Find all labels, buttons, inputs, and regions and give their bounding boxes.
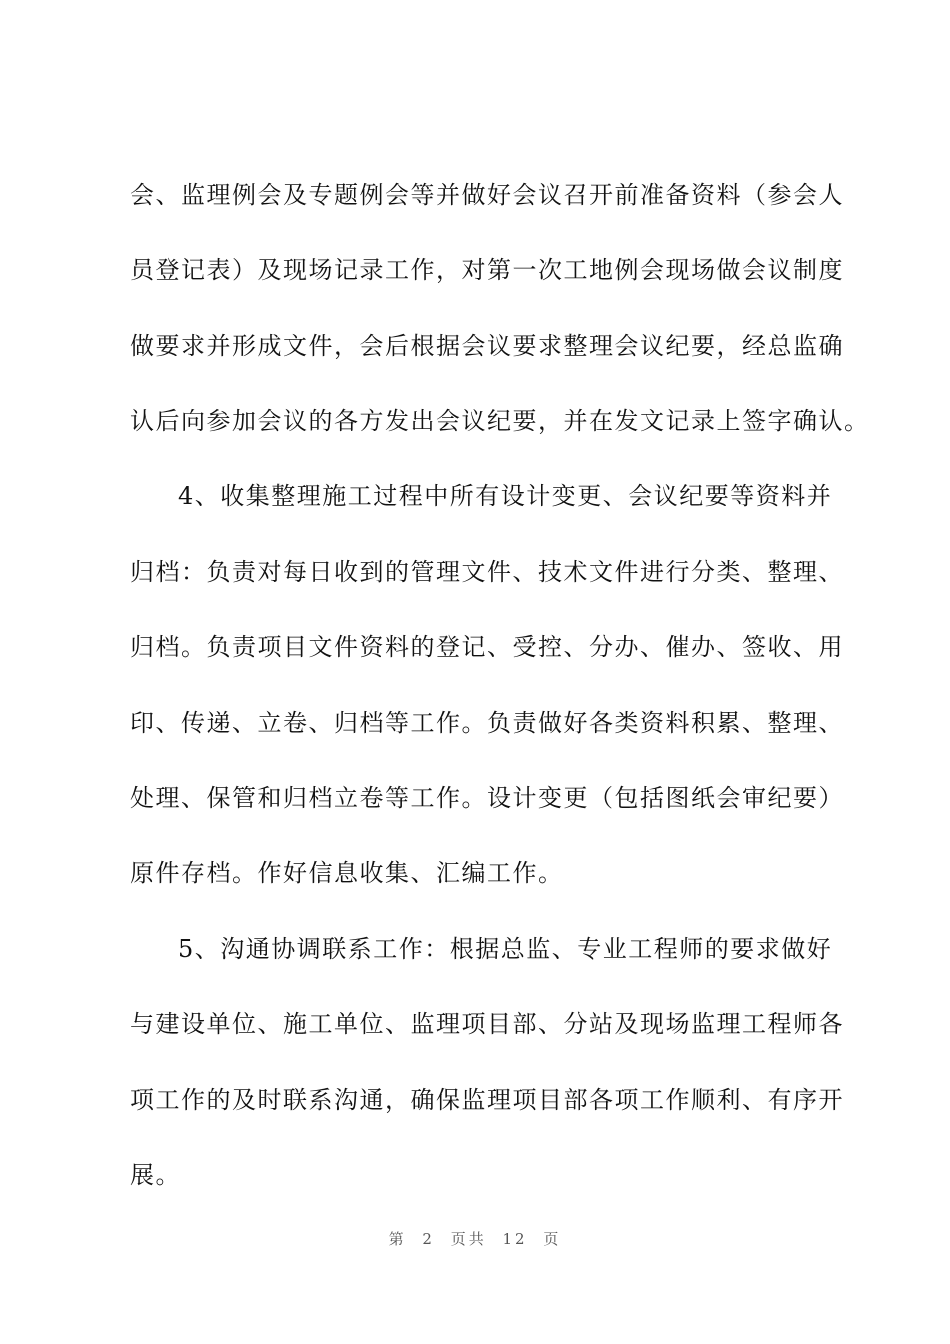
text-line: 印、传递、立卷、归档等工作。负责做好各类资料积累、整理、: [130, 709, 844, 737]
text-line: 归档。负责项目文件资料的登记、受控、分办、催办、签收、用: [130, 633, 844, 661]
text-line: 项工作的及时联系沟通，确保监理项目部各项工作顺利、有序开: [130, 1086, 844, 1114]
paragraph-5-first-line: 5、沟通协调联系工作：根据总监、专业工程师的要求做好: [178, 935, 833, 963]
page-number-footer: 第 2 页共 12 页: [388, 1230, 562, 1248]
text-line: 做要求并形成文件，会后根据会议要求整理会议纪要，经总监确: [130, 332, 844, 360]
text-line: 原件存档。作好信息收集、汇编工作。: [130, 859, 564, 887]
text-line: 员登记表）及现场记录工作，对第一次工地例会现场做会议制度: [130, 256, 844, 284]
text-line: 展。: [130, 1161, 181, 1189]
text-line: 会、监理例会及专题例会等并做好会议召开前准备资料（参会人: [130, 181, 844, 209]
text-line: 与建设单位、施工单位、监理项目部、分站及现场监理工程师各: [130, 1010, 844, 1038]
text-line: 处理、保管和归档立卷等工作。设计变更（包括图纸会审纪要）: [130, 784, 844, 812]
text-line: 认后向参加会议的各方发出会议纪要，并在发文记录上签字确认。: [130, 407, 870, 435]
text-line: 归档：负责对每日收到的管理文件、技术文件进行分类、整理、: [130, 558, 844, 586]
paragraph-4-first-line: 4、收集整理施工过程中所有设计变更、会议纪要等资料并: [178, 482, 833, 510]
